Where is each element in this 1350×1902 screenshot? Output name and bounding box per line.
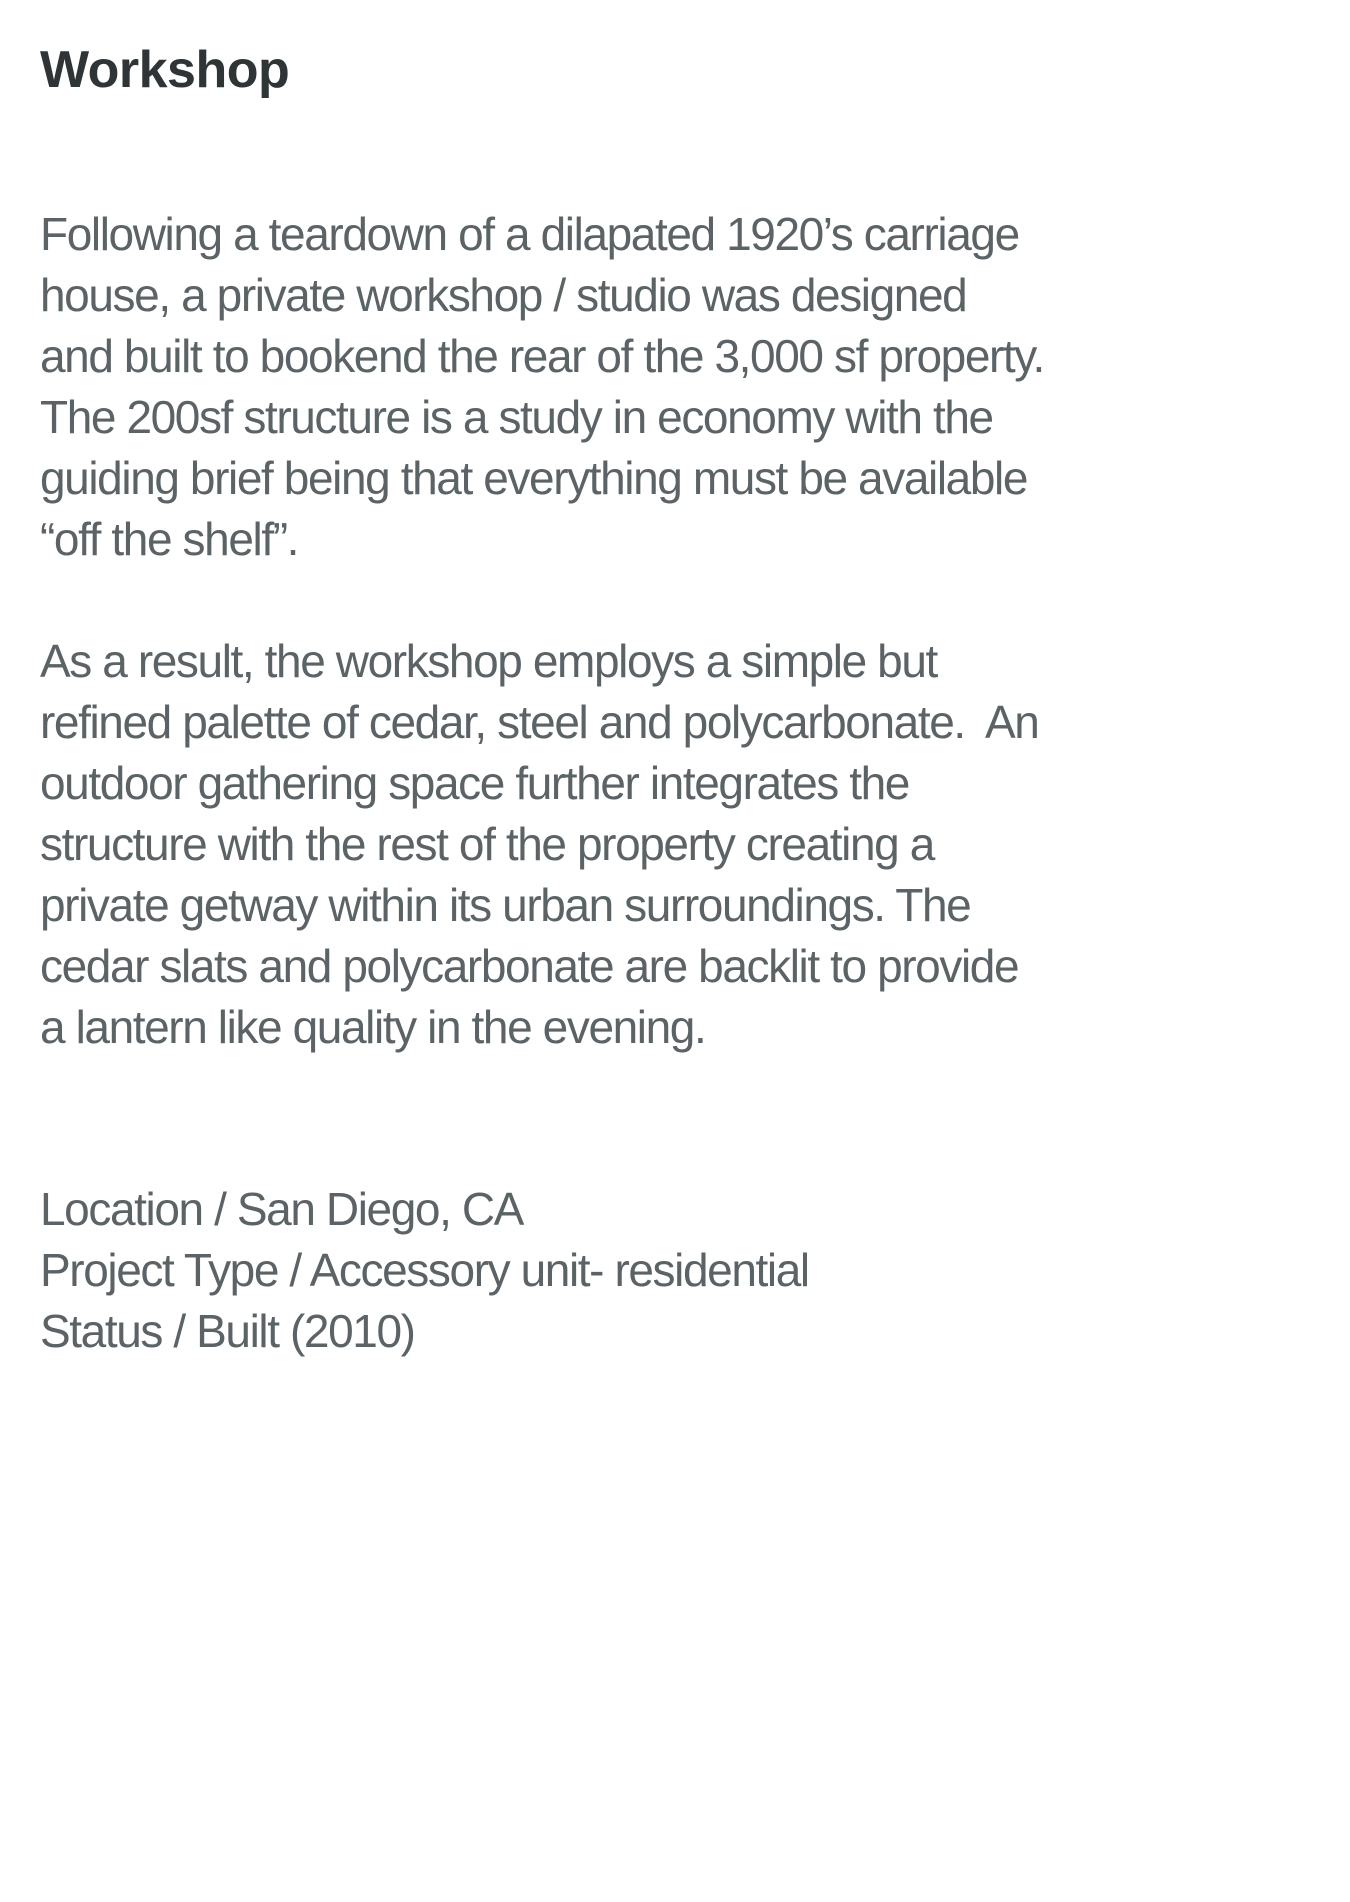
paragraph-line: The 200sf structure is a study in economy with the — [40, 391, 993, 443]
project-location: Location / San Diego, CA — [40, 1183, 523, 1235]
project-details — [40, 1179, 1220, 1362]
paragraph-line: Following a teardown of a dilapated 1920’s carriage — [40, 208, 1019, 260]
paragraph-line: cedar slats and polycarbonate are backlit to provide — [40, 940, 1019, 992]
description-paragraph-1 — [40, 204, 1220, 570]
project-status: Status / Built (2010) — [40, 1305, 415, 1357]
paragraph-line: “off the shelf”. — [40, 513, 299, 565]
page-title: Workshop — [40, 41, 290, 99]
project-description — [40, 204, 1220, 1058]
paragraph-line: and built to bookend the rear of the 3,000 sf property. — [40, 330, 1044, 382]
paragraph-line: As a result, the workshop employs a simple but — [40, 635, 937, 687]
description-paragraph-2 — [40, 631, 1220, 1058]
paragraph-line: a lantern like quality in the evening. — [40, 1001, 706, 1053]
paragraph-line: private getway within its urban surroundings. The — [40, 879, 971, 931]
paragraph-line: refined palette of cedar, steel and polycarbonate. An — [40, 696, 1039, 748]
paragraph-line: structure with the rest of the property creating a — [40, 818, 934, 870]
project-type: Project Type / Accessory unit- residential — [40, 1244, 809, 1296]
document-page — [40, 38, 1220, 1362]
paragraph-line: outdoor gathering space further integrates the — [40, 757, 909, 809]
paragraph-line: guiding brief being that everything must be available — [40, 452, 1028, 504]
paragraph-line: house, a private workshop / studio was designed — [40, 269, 967, 321]
